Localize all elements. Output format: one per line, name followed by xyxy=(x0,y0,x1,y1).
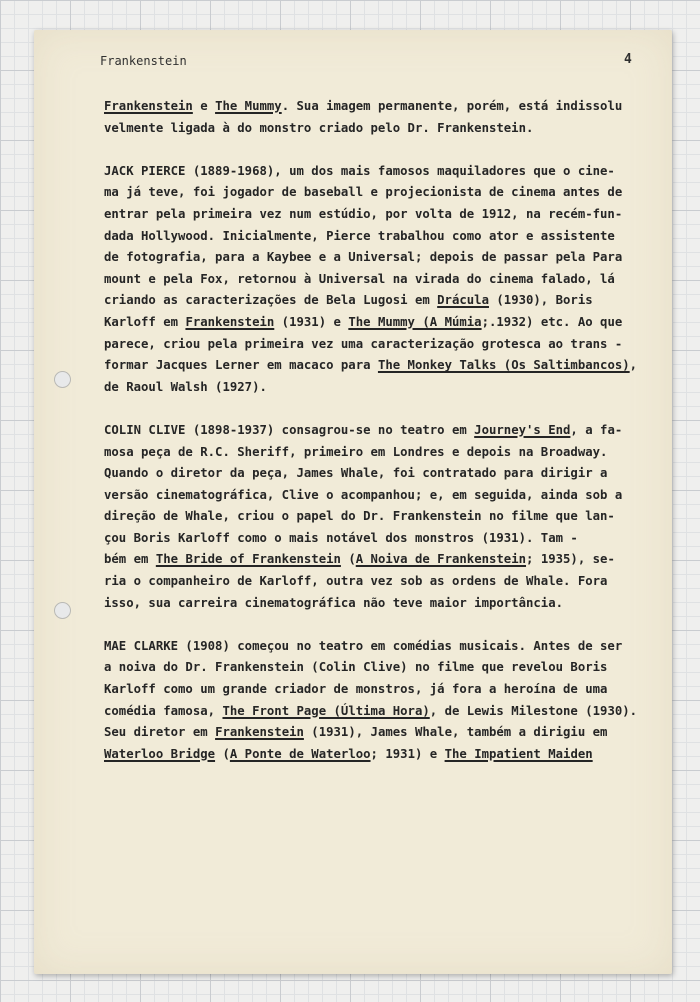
typewritten-page xyxy=(34,30,672,974)
text-line xyxy=(104,485,652,507)
text-run: ( xyxy=(215,746,230,761)
text-line xyxy=(104,593,652,615)
text-run: Quando o diretor da peça, James Whale, foi contratado para dirigir a xyxy=(104,466,608,481)
text-line xyxy=(104,226,652,248)
text-run: velmente ligada à do monstro criado pelo Dr. Frankenstein. xyxy=(104,120,534,135)
text-line xyxy=(104,290,652,312)
text-run: parece, criou pela primeira vez uma caracterização grotesca ao trans - xyxy=(104,336,623,351)
body-text xyxy=(104,96,652,787)
text-line xyxy=(104,442,652,464)
text-line xyxy=(104,269,652,291)
text-line xyxy=(104,636,652,658)
text-run: de Raoul Walsh (1927). xyxy=(104,379,267,394)
underlined-title: The Front Page (Última Hora) xyxy=(222,703,430,718)
page-number: 4 xyxy=(624,52,632,67)
underlined-title: The Impatient Maiden xyxy=(444,746,593,761)
paragraph xyxy=(104,636,652,766)
text-run: mosa peça de R.C. Sheriff, primeiro em Londres e depois na Broadway. xyxy=(104,444,608,459)
text-line xyxy=(104,463,652,485)
paragraph xyxy=(104,96,652,139)
text-run: formar Jacques Lerner em macaco para xyxy=(104,358,378,373)
text-run: ; 1935), se- xyxy=(526,552,615,567)
text-run: comédia famosa, xyxy=(104,703,223,718)
text-run: ( xyxy=(340,552,356,567)
underlined-title: Journey's End xyxy=(474,422,571,437)
text-run: , a fa- xyxy=(570,422,623,437)
text-line xyxy=(104,549,652,571)
underlined-title: Drácula xyxy=(437,293,489,308)
text-line xyxy=(104,334,652,356)
text-line xyxy=(104,679,652,701)
punch-hole xyxy=(54,602,71,619)
text-line xyxy=(104,161,652,183)
text-run: COLIN CLIVE (1898-1937) consagrou-se no teatro em xyxy=(104,422,475,437)
underlined-title: Waterloo Bridge xyxy=(104,746,216,761)
running-head: Frankenstein xyxy=(100,54,187,68)
text-run: MAE CLARKE (1908) começou no teatro em comédias musicais. Antes de ser xyxy=(104,638,623,653)
text-run: de fotografia, para a Kaybee e a Universal; depois de passar pela Para xyxy=(104,250,623,265)
text-run: mount e pela Fox, retornou à Universal na virada do cinema falado, lá xyxy=(104,271,615,286)
text-run: (1930), Boris xyxy=(488,293,593,308)
text-run: (1931) e xyxy=(274,314,349,329)
text-run: dada Hollywood. Inicialmente, Pierce trabalhou como ator e assistente xyxy=(104,228,615,243)
text-line xyxy=(104,722,652,744)
text-line xyxy=(104,118,652,140)
text-run: ria o companheiro de Karloff, outra vez sob as ordens de Whale. Fora xyxy=(104,574,608,589)
underlined-title: A Ponte de Waterloo xyxy=(229,746,371,761)
paragraph xyxy=(104,420,652,614)
paragraph xyxy=(104,161,652,399)
text-line xyxy=(104,247,652,269)
text-run: criando as caracterizações de Bela Lugosi em xyxy=(104,293,438,308)
text-run: (1931), James Whale, também a dirigiu em xyxy=(303,725,608,740)
underlined-title: The Mummy (A Múmia xyxy=(348,314,482,329)
text-line xyxy=(104,506,652,528)
text-line xyxy=(104,355,652,377)
text-run: Karloff como um grande criador de monstros, já fora a heroína de uma xyxy=(104,682,608,697)
underlined-title: Frankenstein xyxy=(185,314,275,329)
text-line xyxy=(104,657,652,679)
text-run: Karloff em xyxy=(104,314,186,329)
text-run: çou Boris Karloff como o mais notável dos monstros (1931). Tam - xyxy=(104,530,578,545)
text-run: entrar pela primeira vez num estúdio, por volta de 1912, na recém-fun- xyxy=(104,206,623,221)
text-run: JACK PIERCE (1889-1968), um dos mais famosos maquiladores que o cine- xyxy=(104,163,615,178)
text-line xyxy=(104,204,652,226)
text-run: , xyxy=(629,358,638,373)
text-run: Seu diretor em xyxy=(104,725,216,740)
text-run: ;.1932) etc. Ao que xyxy=(481,314,623,329)
text-line xyxy=(104,312,652,334)
text-run: isso, sua carreira cinematográfica não teve maior importância. xyxy=(104,595,564,610)
punch-hole xyxy=(54,371,71,388)
text-line xyxy=(104,420,652,442)
text-run: ma já teve, foi jogador de baseball e projecionista de cinema antes de xyxy=(104,185,623,200)
text-run: bém em xyxy=(104,552,156,567)
text-line xyxy=(104,182,652,204)
text-run: a noiva do Dr. Frankenstein (Colin Clive) no filme que revelou Boris xyxy=(104,660,608,675)
underlined-title: Frankenstein xyxy=(215,725,304,740)
text-line xyxy=(104,528,652,550)
text-run: ; 1931) e xyxy=(370,746,445,761)
text-line xyxy=(104,377,652,399)
underlined-title: Frankenstein xyxy=(104,99,193,113)
underlined-title: A Noiva de Frankenstein xyxy=(355,552,527,567)
text-run: versão cinematográfica, Clive o acompanhou; e, em seguida, ainda sob a xyxy=(104,487,623,502)
text-run: e xyxy=(192,99,216,113)
text-line xyxy=(104,96,652,118)
text-line xyxy=(104,744,652,766)
underlined-title: The Bride of Frankenstein xyxy=(155,552,341,567)
text-run: . Sua imagem permanente, porém, está indissolu xyxy=(281,99,623,113)
underlined-title: The Monkey Talks (Os Saltimbancos) xyxy=(377,358,630,373)
text-line xyxy=(104,701,652,723)
underlined-title: The Mummy xyxy=(215,99,282,113)
text-line xyxy=(104,571,652,593)
text-run: direção de Whale, criou o papel do Dr. Frankenstein no filme que lan- xyxy=(104,509,615,524)
text-run: , de Lewis Milestone (1930). xyxy=(429,703,638,718)
